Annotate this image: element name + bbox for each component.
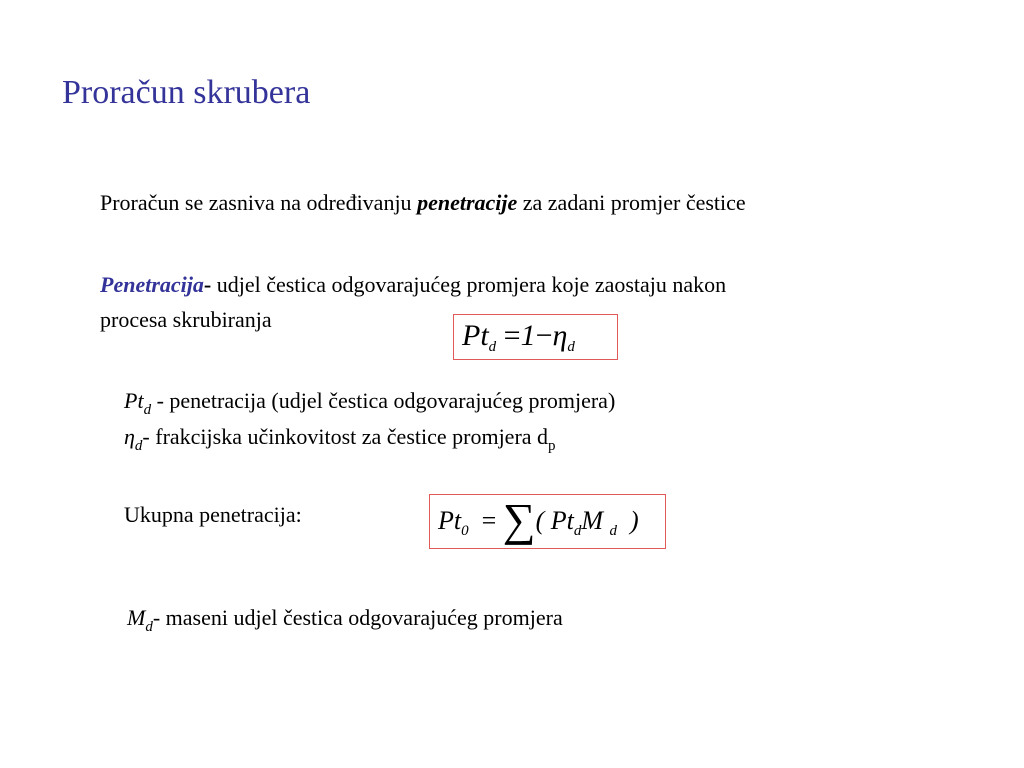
legend-pt-text: - penetracija (udjel čestica odgovarajućeg promjera) [151,388,616,413]
legend-pt-line [124,384,615,421]
intro-line [100,186,746,220]
legend-pt-symbol: Pt [124,388,144,413]
legend-eta-text-sub: p [548,438,556,454]
formula2-close: ) [630,506,639,535]
formula1-eta-sub: d [567,339,575,355]
intro-emphasis: penetracije [417,190,518,215]
formula2-open: ( [535,506,545,535]
formula1-equals: = [503,319,521,352]
formula2-m: M [581,506,604,535]
mass-sub: d [145,619,153,635]
formula2-lhs-sub: 0 [461,523,469,539]
total-label: Ukupna penetracija: [124,502,302,527]
formula2-sigma: ∑ [502,494,536,545]
formula2-lhs: Pt [438,506,462,535]
legend-eta-line [124,420,556,457]
formula1-lhs-sub: d [488,339,497,355]
formula2-pt: Pt [550,506,574,535]
legend-eta-symbol: η [124,424,135,449]
legend-eta-text: - frakcijska učinkovitost za čestice promjera d [142,424,549,449]
legend-eta-sub: d [134,438,143,454]
intro-text-before: Proračun se zasniva na određivanju [100,190,418,215]
formula2-pt-sub: d [573,523,582,539]
formula1-eta: η [552,319,568,352]
definition-text-1: udjel čestica odgovarajućeg promjera koje zaostaju nakon [211,272,727,297]
definition-line-1 [100,268,726,302]
formula1-one: 1 [520,319,536,352]
definition-term: Penetracija [100,272,204,297]
total-formula [438,494,639,545]
mass-text: - maseni udjel čestica odgovarajućeg promjera [152,605,563,630]
penetration-formula-box [453,314,618,360]
formula2-equals: = [481,506,497,535]
formula2-m-sub: d [609,523,618,539]
formula1-minus: − [535,319,553,352]
mass-symbol: M [127,605,146,630]
legend-pt-sub: d [143,402,152,418]
definition-line-2: procesa skrubiranja [100,307,272,332]
formula1-lhs: Pt [462,319,489,352]
total-formula-box [429,494,666,549]
penetration-formula [462,317,575,360]
page-title: Proračun skrubera [62,74,311,111]
definition-dash: - [203,272,212,297]
mass-line [127,601,563,638]
intro-text-after: za zadani promjer čestice [517,190,746,215]
